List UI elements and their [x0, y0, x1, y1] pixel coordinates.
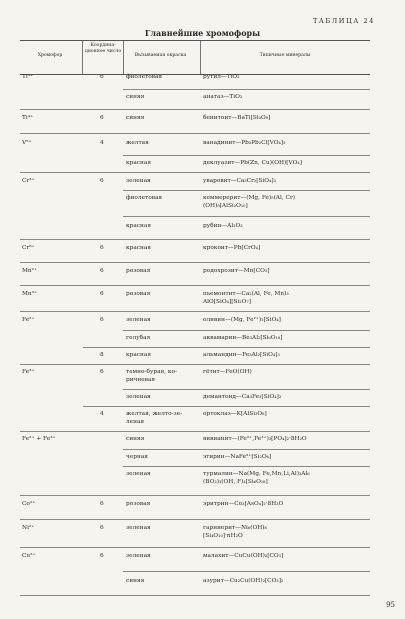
- minerals-cell: рутил—TiO₂: [203, 74, 240, 80]
- minerals-cell: гарниерит—Ni₆(OH)₈ [Si₄O₁₀]·nH₂O: [203, 525, 267, 539]
- color-cell: темно-бурая, ко- ричневая: [126, 369, 177, 383]
- chromophore-cell: Cr⁶⁺: [22, 245, 35, 251]
- minerals-cell: демантоид—Ca₃Fe₂[SiO₄]₃: [203, 394, 282, 400]
- minerals-cell: деклуазит—Pb(Zn, Cu)(OH)[VO₄]: [203, 160, 302, 166]
- color-cell: зеленая: [126, 553, 151, 559]
- row-separator: [20, 519, 370, 520]
- chromophore-cell: Mn²⁺: [22, 268, 38, 274]
- color-cell: черная: [126, 454, 148, 460]
- minerals-cell: эгирин—NaFe³⁺[Si₂O₆]: [203, 454, 272, 460]
- row-separator: [123, 571, 370, 572]
- color-cell: розовая: [126, 501, 151, 507]
- row-separator: [123, 190, 370, 191]
- row-separator: [20, 595, 370, 596]
- minerals-cell: уваровит—Ca₃Cr₂[SiO₄]₃: [203, 178, 276, 184]
- table-number: ТАБЛИЦА 24: [312, 17, 375, 25]
- row-separator: [83, 347, 370, 348]
- row-separator: [20, 109, 370, 110]
- row-separator: [20, 431, 370, 432]
- minerals-cell: гётит—FeO(OH): [203, 369, 252, 375]
- minerals-cell: анатаз—TiO₂: [203, 94, 243, 100]
- minerals-cell: бенитоит—BaTi[Si₃O₉]: [203, 115, 271, 121]
- minerals-cell: крокоит—Pb[CrO₄]: [203, 245, 261, 251]
- page-title: Главнейшие хромофоры: [144, 28, 261, 38]
- minerals-cell: турмалин—Na(Mg, Fe,Mn,Li,Al)₃Al₆ (BO₃)₃(OH, F)₄[Si₆O₁₈]: [203, 471, 310, 485]
- chromophore-cell: Fe²⁺ + Fe³⁺: [22, 436, 56, 442]
- chromophore-cell: Ti³⁺: [22, 74, 34, 80]
- minerals-cell: родохрозит—Mn[CO₃]: [203, 268, 270, 274]
- coordination-number-cell: 6: [100, 115, 104, 121]
- chromophore-cell: Cu²⁺: [22, 553, 36, 559]
- coordination-number-cell: 6: [100, 525, 104, 531]
- row-separator: [20, 364, 370, 365]
- color-cell: голубая: [126, 335, 151, 341]
- color-cell: синяя: [126, 94, 145, 100]
- color-cell: зеленая: [126, 394, 151, 400]
- chromophore-cell: Cr³⁺: [22, 178, 35, 184]
- row-separator: [20, 495, 370, 496]
- color-cell: синяя: [126, 436, 145, 442]
- header-minerals: Типичные минералы: [259, 53, 311, 58]
- coordination-number-cell: 6: [100, 553, 104, 559]
- coordination-number-cell: 6: [100, 268, 104, 274]
- header-chromophore: Хромофор: [37, 53, 63, 58]
- color-cell: зеленая: [126, 317, 151, 323]
- color-cell: желтая: [126, 140, 149, 146]
- minerals-cell: пьемонтит—Ca₂(Al, Fe, Mn)₃ AlO[SiO₄][Si₂O₇]: [203, 291, 289, 305]
- color-cell: красная: [126, 245, 152, 251]
- color-cell: красная: [126, 223, 152, 229]
- color-cell: фиолетовая: [126, 195, 163, 201]
- row-separator: [20, 262, 370, 263]
- color-cell: синяя: [126, 115, 145, 121]
- table-header: [20, 40, 370, 75]
- minerals-cell: оливин—(Mg, Fe²⁺)₂[SiO₄]: [203, 317, 281, 323]
- coordination-number-cell: 6: [100, 245, 104, 251]
- coordination-number-cell: 8: [100, 352, 104, 358]
- row-separator: [20, 285, 370, 286]
- coordination-number-cell: 6: [100, 178, 104, 184]
- minerals-cell: азурит—Cu₂Cu(OH)₂[CO₃]₂: [203, 578, 284, 584]
- color-cell: красная: [126, 352, 152, 358]
- minerals-cell: альмандин—Fe₃Al₂[SiO₄]₃: [203, 352, 280, 358]
- page-number: 95: [386, 601, 395, 609]
- row-separator: [20, 311, 370, 312]
- coordination-number-cell: 4: [100, 411, 104, 417]
- minerals-cell: малахит—CuCu(OH)₂[CO₃]: [203, 553, 284, 559]
- minerals-cell: ортоклаз—K[AlSi₃O₈]: [203, 411, 267, 417]
- minerals-cell: эритрин—Co₃[AsO₄]₂·8H₂O: [203, 501, 284, 507]
- chromophores-table: [20, 40, 370, 584]
- chromophore-cell: Mn³⁺: [22, 291, 38, 297]
- header-coordination-number: Координа-ционное число: [84, 43, 122, 54]
- minerals-cell: ванадинит—Pb₃Pb₂Cl[VO₄]₃: [203, 140, 286, 146]
- color-cell: желтая, желто-зе- леная: [126, 411, 183, 425]
- coordination-number-cell: 6: [100, 317, 104, 323]
- color-cell: фиолетовая: [126, 74, 163, 80]
- color-cell: зеленая: [126, 525, 151, 531]
- row-separator: [123, 216, 370, 217]
- row-separator: [123, 89, 370, 90]
- row-separator: [20, 239, 370, 240]
- row-separator: [123, 330, 370, 331]
- row-separator: [123, 449, 370, 450]
- color-cell: зеленая: [126, 178, 151, 184]
- coordination-number-cell: 4: [100, 140, 104, 146]
- coordination-number-cell: 6: [100, 501, 104, 507]
- chromophore-cell: Fe²⁺: [22, 317, 35, 323]
- chromophore-cell: Co²⁺: [22, 501, 36, 507]
- color-cell: красная: [126, 160, 152, 166]
- minerals-cell: рубин—Al₂O₃: [203, 223, 243, 229]
- coordination-number-cell: 6: [100, 74, 104, 80]
- chromophore-cell: Ni²⁺: [22, 525, 35, 531]
- color-cell: зеленая: [126, 471, 151, 477]
- row-separator: [20, 547, 370, 548]
- coordination-number-cell: 6: [100, 369, 104, 375]
- minerals-cell: кеммерерит—(Mg, Fe)₅(Al, Cr) (OH)₈[AlSi₃O₁₀]: [203, 195, 295, 209]
- row-separator: [123, 155, 370, 156]
- row-separator: [123, 466, 370, 467]
- color-cell: розовая: [126, 268, 151, 274]
- minerals-cell: аквамарин—Be₃Al₂[Si₆O₁₈]: [203, 335, 283, 341]
- row-separator: [83, 406, 370, 407]
- minerals-cell: вивианит—(Fe²⁺,Fe³⁺)₃[PO₄]₂·8H₂O: [203, 436, 307, 442]
- header-color: Вызываемая окраска: [134, 53, 187, 58]
- chromophore-cell: Ti⁴⁺: [22, 115, 34, 121]
- row-separator: [20, 172, 370, 173]
- color-cell: синяя: [126, 578, 145, 584]
- row-separator: [123, 389, 370, 390]
- chromophore-cell: Fe³⁺: [22, 369, 35, 375]
- coordination-number-cell: 6: [100, 291, 104, 297]
- chromophore-cell: V⁵⁺: [22, 140, 32, 146]
- row-separator: [20, 133, 370, 134]
- color-cell: розовая: [126, 291, 151, 297]
